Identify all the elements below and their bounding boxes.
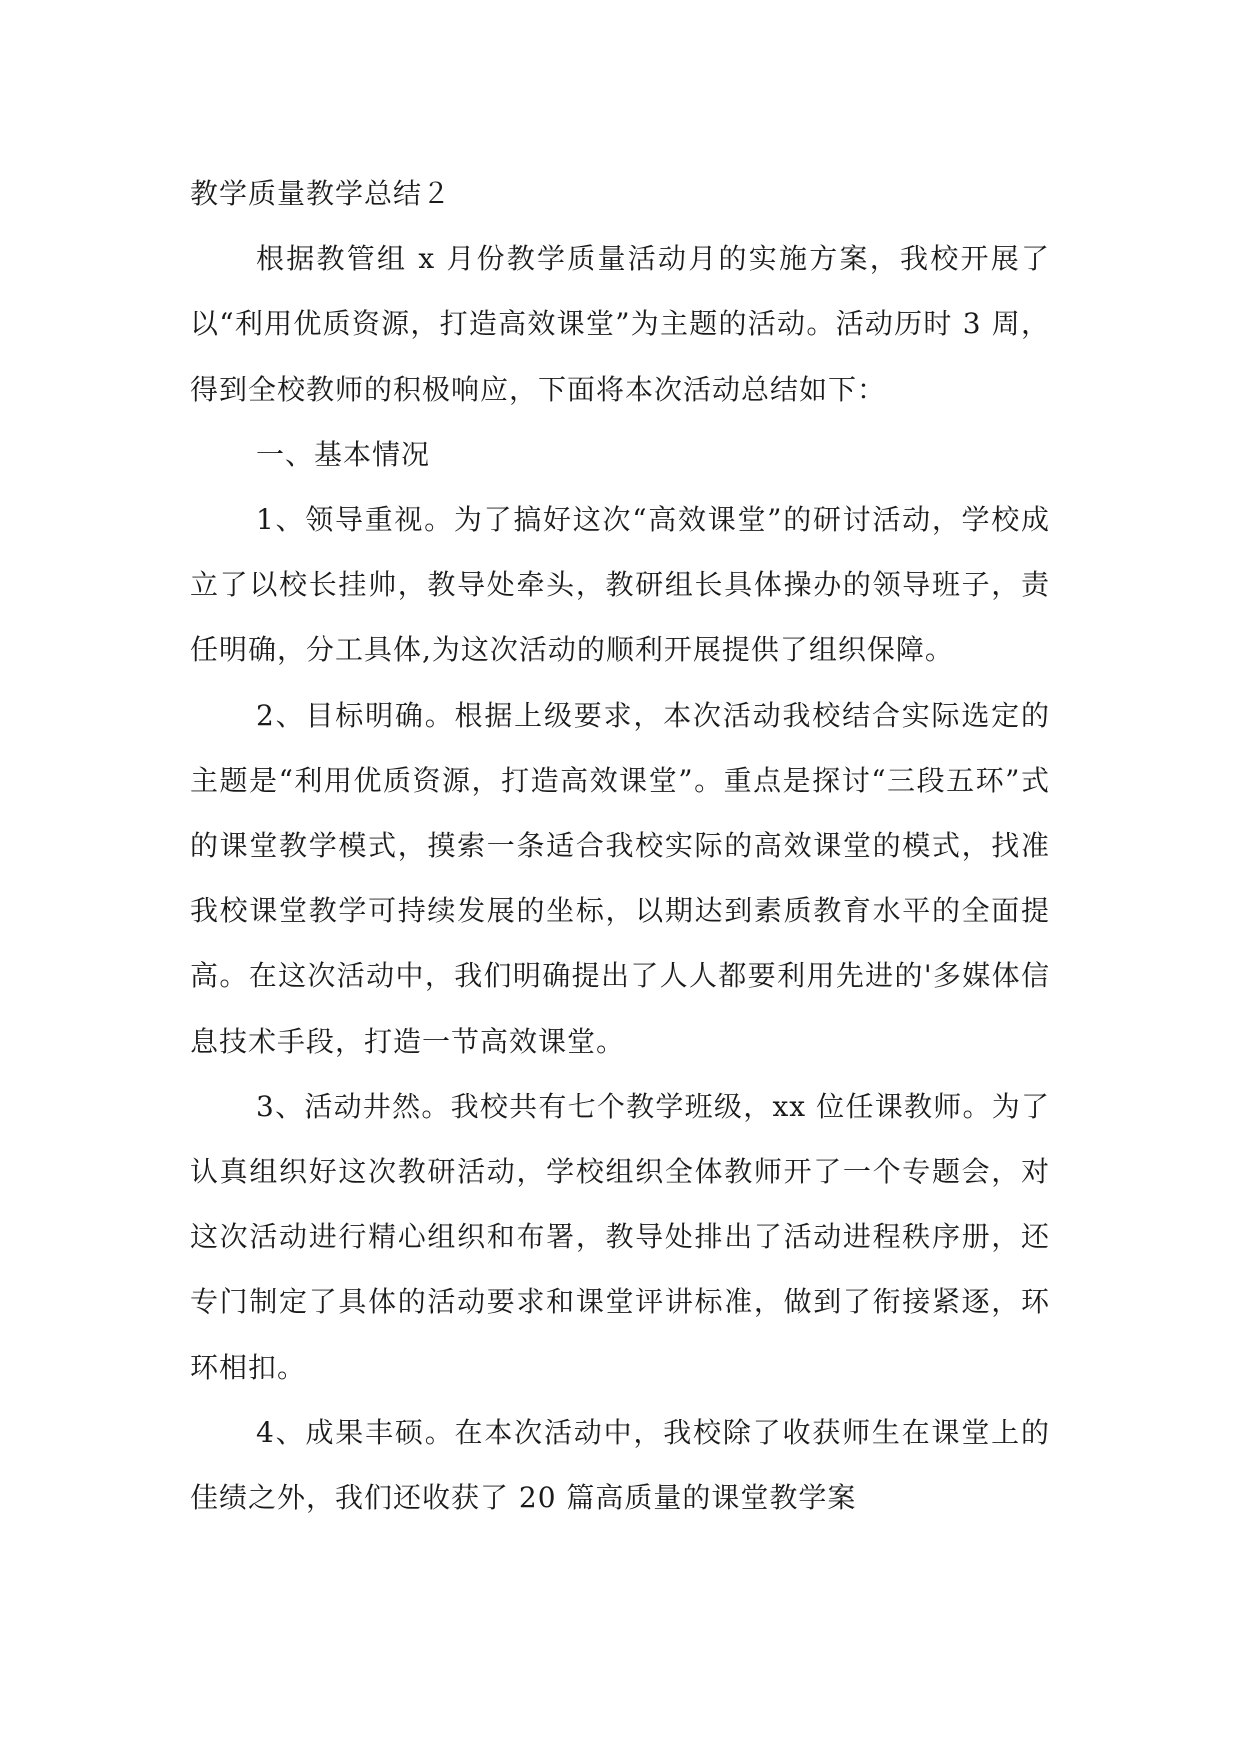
paragraph-leadership: 1、领导重视。为了搞好这次“高效课堂”的研讨活动，学校成立了以校长挂帅，教导处牵头，教研组长具体操办的领导班子，责任明确，分工具体,为这次活动的顺利开展提供了组织保障。 xyxy=(190,503,1050,667)
document-body xyxy=(190,161,1050,1530)
paragraph-activities: 3、活动井然。我校共有七个教学班级，xx 位任课教师。为了认真组织好这次教研活动，学校组织全体教师开了一个专题会，对这次活动进行精心组织和布署，教导处排出了活动进程秩序册，还专门制定了具体的活动要求和课堂评讲标准，做到了衔接紧逐，环环相扣。 xyxy=(190,1089,1050,1384)
paragraph-intro: 根据教管组 x 月份教学质量活动月的实施方案，我校开展了以“利用优质资源，打造高效课堂”为主题的活动。活动历时 3 周，得到全校教师的积极响应，下面将本次活动总结如下： xyxy=(190,242,1050,406)
paragraph-goals: 2、目标明确。根据上级要求，本次活动我校结合实际选定的主题是“利用优质资源，打造高效课堂”。重点是探讨“三段五环”式的课堂教学模式，摸索一条适合我校实际的高效课堂的模式，找准我校课堂教学可持续发展的坐标，以期达到素质教育水平的全面提高。在这次活动中，我们明确提出了人人都要利用先进的'多媒体信息技术手段，打造一节高效课堂。 xyxy=(190,698,1050,1058)
document-title: 教学质量教学总结２ xyxy=(190,177,452,210)
paragraph-results: 4、成果丰硕。在本次活动中，我校除了收获师生在课堂上的佳绩之外，我们还收获了 20 篇高质量的课堂教学案 xyxy=(190,1415,1050,1515)
section-heading-basic-situation: 一、基本情况 xyxy=(256,437,431,471)
